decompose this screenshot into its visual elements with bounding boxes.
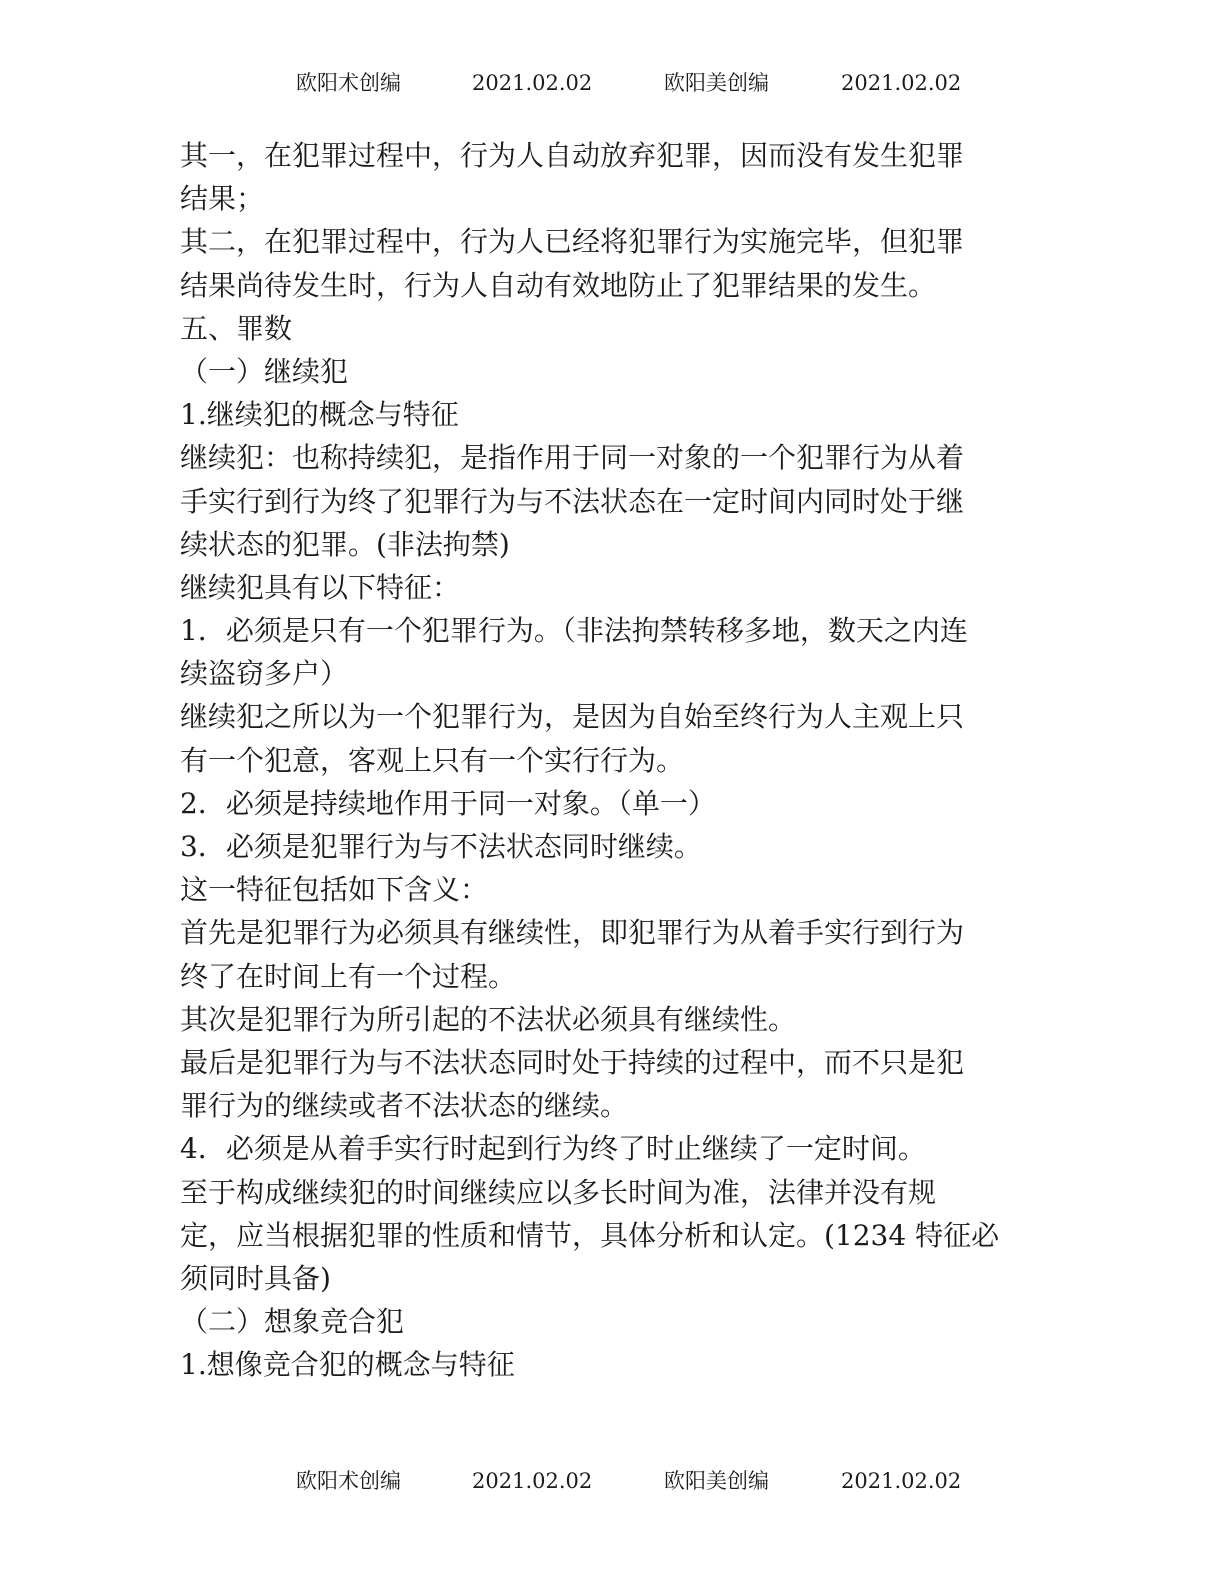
text-line: 其一，在犯罪过程中，行为人自动放弃犯罪，因而没有发生犯罪: [180, 139, 965, 172]
text-line: 定，应当根据犯罪的性质和情节，具体分析和认定。(1234 特征必: [180, 1218, 1000, 1252]
text-line: 这一特征包括如下含义：: [180, 873, 489, 907]
text-line: 须同时具备): [180, 1261, 331, 1295]
page-footer: [0, 1466, 1224, 1496]
header-date-2: 2021.02.02: [841, 71, 962, 95]
footer-author-1: 欧阳术创编: [296, 1469, 401, 1493]
footer-author-2: 欧阳美创编: [664, 1469, 769, 1493]
header-author-1: 欧阳术创编: [296, 71, 401, 95]
subsection-heading: （二）想象竞合犯: [180, 1305, 405, 1339]
footer-date-1: 2021.02.02: [472, 1469, 593, 1493]
section-heading: 五、罪数: [180, 311, 293, 345]
footer-date-2: 2021.02.02: [841, 1469, 962, 1493]
item-heading: 1.想像竞合犯的概念与特征: [180, 1348, 515, 1382]
document-body: [180, 134, 1040, 1386]
list-item: 1．必须是只有一个犯罪行为。（非法拘禁转移多地，数天之内连: [180, 614, 968, 648]
text-line: 继续犯：也称持续犯，是指作用于同一对象的一个犯罪行为从着: [180, 441, 965, 475]
header-date-1: 2021.02.02: [472, 71, 593, 95]
text-line: 终了在时间上有一个过程。: [180, 959, 517, 993]
header-author-2: 欧阳美创编: [664, 71, 769, 95]
text-line: 有一个犯意，客观上只有一个实行行为。: [180, 743, 685, 777]
text-line: 继续犯具有以下特征：: [180, 570, 461, 604]
text-line: 罪行为的继续或者不法状态的继续。: [180, 1089, 629, 1123]
text-line: 续盗窃多户）: [180, 657, 349, 691]
text-line: 最后是犯罪行为与不法状态同时处于持续的过程中，而不只是犯: [180, 1045, 965, 1079]
list-item: 4．必须是从着手实行时起到行为终了时止继续了一定时间。: [180, 1132, 926, 1166]
text-line: 至于构成继续犯的时间继续应以多长时间为准，法律并没有规: [180, 1175, 937, 1209]
list-item: 3．必须是犯罪行为与不法状态同时继续。: [180, 830, 702, 863]
text-line: 结果尚待发生时，行为人自动有效地防止了犯罪结果的发生。: [180, 268, 937, 302]
text-line: 结果；: [180, 182, 265, 216]
text-line: 其次是犯罪行为所引起的不法状必须具有继续性。: [180, 1002, 797, 1036]
text-line: 其二，在犯罪过程中，行为人已经将犯罪行为实施完毕，但犯罪: [180, 225, 965, 259]
text-line: 续状态的犯罪。(非法拘禁): [180, 527, 510, 561]
text-line: 手实行到行为终了犯罪行为与不法状态在一定时间内同时处于继: [180, 484, 965, 518]
item-heading: 1.继续犯的概念与特征: [180, 398, 459, 432]
subsection-heading: （一）继续犯: [180, 354, 349, 388]
list-item: 2．必须是持续地作用于同一对象。（单一）: [180, 786, 716, 820]
text-line: 继续犯之所以为一个犯罪行为，是因为自始至终行为人主观上只: [180, 700, 965, 734]
page-header: [0, 68, 1224, 98]
text-line: 首先是犯罪行为必须具有继续性，即犯罪行为从着手实行到行为: [180, 916, 965, 950]
